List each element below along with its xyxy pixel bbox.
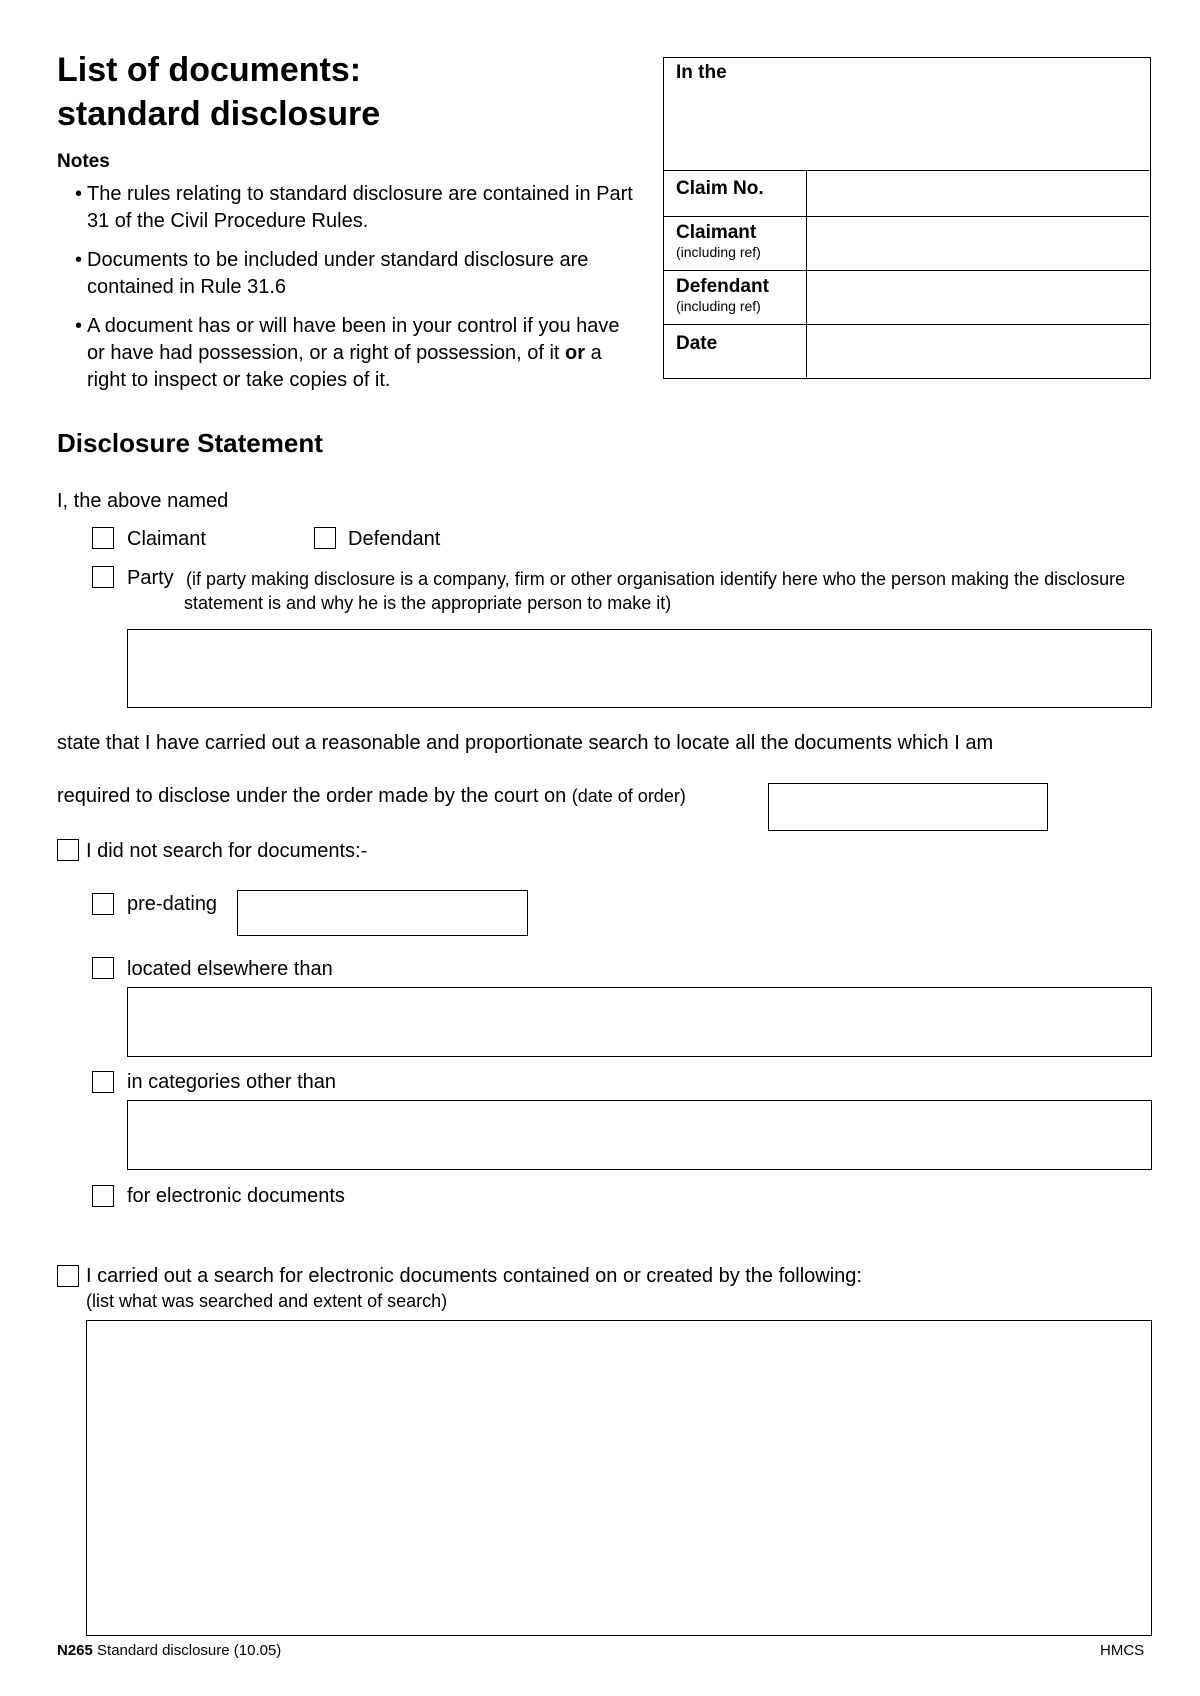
claim-no-label-cell <box>664 171 807 217</box>
form-footer <box>57 1642 281 1659</box>
claimant-label: Claimant <box>676 222 757 243</box>
located-elsewhere-field[interactable] <box>127 987 1152 1057</box>
form-code: N265 <box>57 1642 93 1659</box>
date-label-cell <box>664 325 807 377</box>
note-item-3 <box>75 313 635 394</box>
note-text-2: Documents to be included under standard disclosure are contained in Rule 31.6 <box>87 249 589 298</box>
pre-dating-field[interactable] <box>237 890 528 936</box>
did-not-search-checkbox[interactable] <box>57 839 79 861</box>
claimant-label-cell <box>664 217 807 271</box>
date-label: Date <box>676 333 718 354</box>
note-text-1: The rules relating to standard disclosure are contained in Part 31 of the Civil Procedure Rules. <box>87 183 633 232</box>
page-title <box>57 48 380 136</box>
defendant-label-cell <box>664 271 807 325</box>
located-elsewhere-label: located elsewhere than <box>127 958 333 980</box>
note-text-3-a: A document has or will have been in your control if you have or have had possession, or a right of possession, of it <box>87 315 620 364</box>
claim-no-label: Claim No. <box>676 178 764 199</box>
claimant-checkbox[interactable] <box>92 527 114 549</box>
defendant-label: Defendant <box>676 276 769 297</box>
defendant-field[interactable] <box>807 271 1149 325</box>
categories-other-checkbox[interactable] <box>92 1071 114 1093</box>
claim-no-field[interactable] <box>807 171 1149 217</box>
electronic-documents-label: for electronic documents <box>127 1185 345 1207</box>
notes-heading: Notes <box>57 151 110 172</box>
located-elsewhere-checkbox[interactable] <box>92 957 114 979</box>
date-of-order-label: (date of order) <box>571 786 686 806</box>
form-name: Standard disclosure (10.05) <box>92 1642 282 1659</box>
list-search-note: (list what was searched and extent of search) <box>86 1291 448 1311</box>
above-named-text: I, the above named <box>57 490 229 512</box>
disclosure-statement-heading: Disclosure Statement <box>57 428 323 458</box>
claimant-field[interactable] <box>807 217 1149 271</box>
search-statement-line-2 <box>57 784 686 808</box>
party-details-field[interactable] <box>127 629 1152 708</box>
bullet-icon: • <box>75 249 83 271</box>
search-statement-line-1: state that I have carried out a reasonable and proportionate search to locate all the documents which I am <box>57 732 994 754</box>
defendant-sub-label: (including ref) <box>676 298 761 314</box>
carried-out-electronic-search-label: I carried out a search for electronic documents contained on or created by the following: <box>86 1265 862 1287</box>
electronic-documents-checkbox[interactable] <box>92 1185 114 1207</box>
categories-other-field[interactable] <box>127 1100 1152 1170</box>
note-item-2 <box>75 247 635 301</box>
court-label: In the <box>676 62 727 83</box>
bullet-icon: • <box>75 315 83 337</box>
party-checkbox[interactable] <box>92 566 114 588</box>
pre-dating-label: pre-dating <box>127 893 218 915</box>
date-field[interactable] <box>807 325 1149 377</box>
court-name-field[interactable] <box>664 58 1149 171</box>
note-text-3 <box>87 313 635 394</box>
pre-dating-checkbox[interactable] <box>92 893 114 915</box>
party-note-text: (if party making disclosure is a company, firm or other organisation identify here who the person making the disclosure statement is and why he is the appropriate person to make it) <box>184 569 1126 613</box>
claimant-sub-label: (including ref) <box>676 244 761 260</box>
party-note <box>184 567 1152 615</box>
note-text-3-bold: or <box>565 342 586 364</box>
date-of-order-field[interactable] <box>768 783 1048 831</box>
search-statement-text: required to disclose under the order made by the court on <box>57 785 567 807</box>
electronic-search-details-field[interactable] <box>86 1320 1152 1636</box>
bullet-icon: • <box>75 183 83 205</box>
defendant-option-label: Defendant <box>348 528 441 550</box>
title-line-1: List of documents: <box>57 51 362 89</box>
categories-other-label: in categories other than <box>127 1071 337 1093</box>
carried-out-electronic-search-checkbox[interactable] <box>57 1265 79 1287</box>
title-line-2: standard disclosure <box>57 95 381 133</box>
did-not-search-label: I did not search for documents:- <box>86 840 368 862</box>
note-item-1 <box>75 181 635 235</box>
org-footer: HMCS <box>1100 1642 1145 1659</box>
claimant-option-label: Claimant <box>127 528 206 550</box>
case-details-table <box>663 57 1151 379</box>
defendant-checkbox[interactable] <box>314 527 336 549</box>
party-option-label: Party <box>127 567 174 589</box>
note-text-3-b: a right to inspect or take copies of it. <box>87 342 602 391</box>
